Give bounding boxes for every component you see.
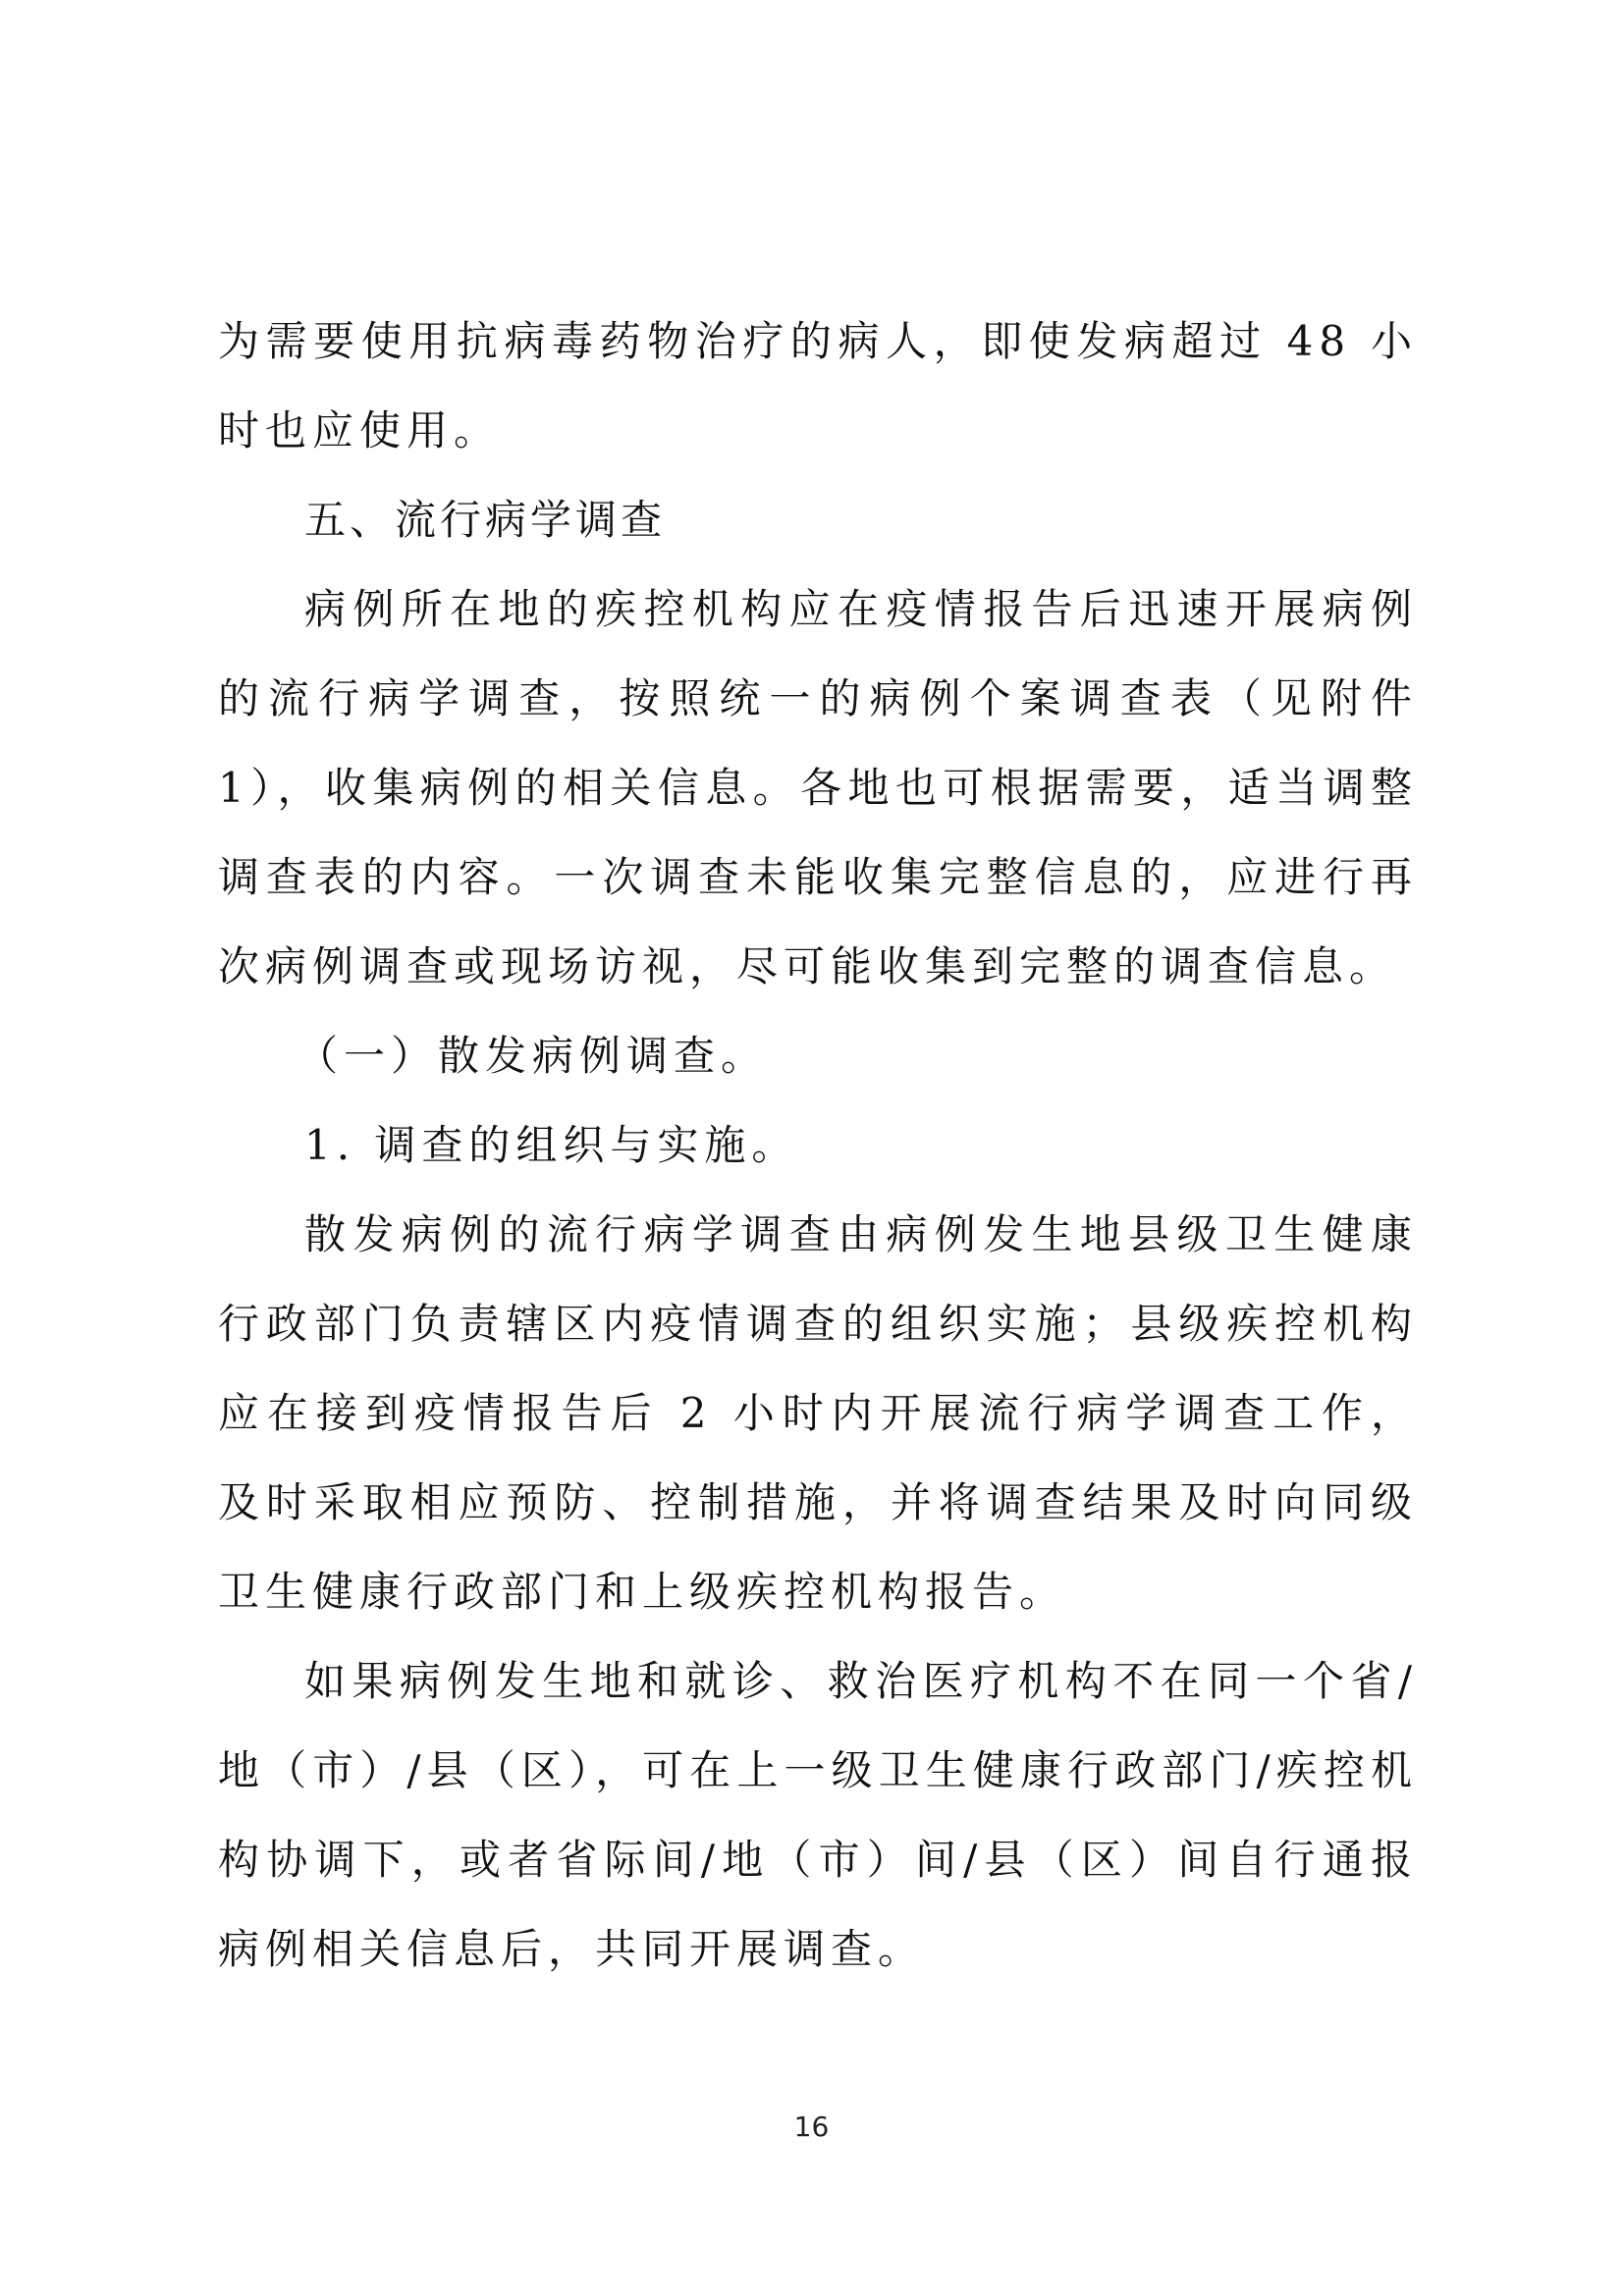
body-text	[218, 296, 1418, 1994]
paragraph-cross-region: 如果病例发生地和就诊、救治医疗机构不在同一个省/地（市）/县（区），可在上一级卫生健康行政部门/疾控机构协调下，或者省际间/地（市）间/县（区）间自行通报病例相关信息后，共同开展调查。	[218, 1657, 1418, 1973]
subsection-item-organization: 1. 调查的组织与实施。	[304, 1121, 799, 1169]
paragraph-organization-detail: 散发病例的流行病学调查由病例发生地县级卫生健康行政部门负责辖区内疫情调查的组织实施；县级疾控机构应在接到疫情报告后 2 小时内开展流行病学调查工作，及时采取相应预防、控制措施，并将调查结果及时向同级卫生健康行政部门和上级疾控机构报告。	[218, 1210, 1418, 1616]
subsection-heading-sporadic: （一）散发病例调查。	[297, 1032, 769, 1080]
paragraph-investigation-intro: 病例所在地的疾控机构应在疫情报告后迅速开展病例的流行病学调查，按照统一的病例个案调查表（见附件 1），收集病例的相关信息。各地也可根据需要，适当调整调查表的内容。一次调查未能收集完整信息的，应进行再次病例调查或现场访视，尽可能收集到完整的调查信息。	[218, 585, 1418, 990]
paragraph-continuation: 为需要使用抗病毒药物治疗的病人，即使发病超过 48 小时也应使用。	[218, 317, 1418, 454]
section-heading-epidemiology: 五、流行病学调查	[304, 496, 667, 544]
page-number: 16	[793, 2110, 830, 2143]
